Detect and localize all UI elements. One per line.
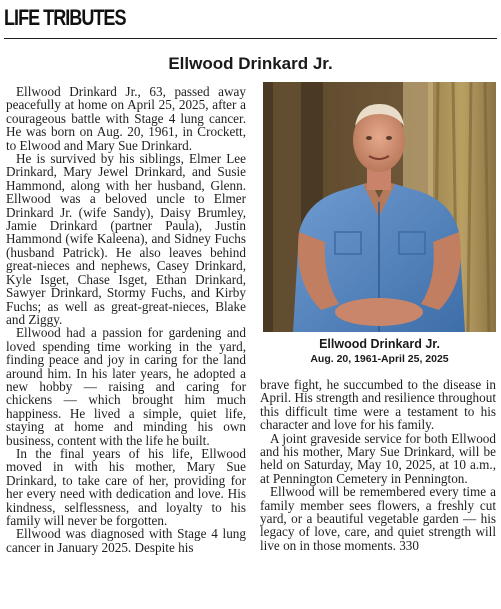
paragraph-remembrance: Ellwood will be remembered every time a family member sees flowers, a freshly cut yard, or a beautiful vegetable garden — his legacy of love, care, and quiet strength will live on in those moments. 330: [260, 484, 496, 553]
section-title: LIFE TRIBUTES: [4, 5, 126, 30]
photo-caption-name: Ellwood Drinkard Jr.: [319, 337, 440, 351]
photo-caption-dates: Aug. 20, 1961-April 25, 2025: [310, 353, 449, 365]
paragraph-final-years: In the final years of his life, Ellwood moved in with his mother, Mary Sue Drinkard, to take care of her, providing for her every need with dedication and love. His kindness, selflessness, and loyalty to his family will never be forgotten.: [6, 445, 246, 528]
header-rule: [4, 38, 497, 39]
left-column: [6, 85, 246, 554]
paragraph-gardening: Ellwood had a passion for gardening and loved spending time working in the yard, finding peace and joy in caring for the land around him. In his later years, he adopted a new hobby — raising and caring for chickens — which brought him much happiness. He lived a simple, quiet life, staying at home and minding his own business, content with the life he built.: [6, 325, 246, 448]
paragraph-intro: Ellwood Drinkard Jr., 63, passed away peacefully at home on April 25, 2025, after a courageous battle with Stage 4 lung cancer. He was born on Aug. 20, 1961, in Crockett, to Elwood and Mary Sue Drinkard.: [6, 84, 246, 153]
portrait-photo: [263, 82, 496, 332]
paragraph-survivors: He is survived by his siblings, Elmer Lee Drinkard, Mary Jewel Drinkard, and Susie Hammond, along with her husband, Glenn. Ellwood was a beloved uncle to Elmer Drinkard Jr. (wife Sandy), Daisy Brumley, Jamie Drinkard (partner Paula), Justin Hammond (wife Kaleena), and Sidney Fuchs (husband Patrick). He also leaves behind great-nieces and nephews, Casey Drinkard, Kyle Isget, Chase Isget, Ethan Drinkard, Sawyer Drinkard, Stormy Fuchs, and Kirby Fuchs; as well as great-great-nieces, Blake and Ziggy.: [6, 151, 246, 327]
paragraph-continuation: brave fight, he succumbed to the disease in April. His strength and resilience throughout this difficult time were a testament to his character and love for his family.: [260, 377, 496, 433]
portrait-illustration: [263, 82, 496, 332]
paragraph-service: A joint graveside service for both Ellwood and his mother, Mary Sue Drinkard, will be held on Saturday, May 10, 2025, at 10 a.m., at Pennington Cemetery in Pennington.: [260, 430, 496, 486]
obituary-headline: Ellwood Drinkard Jr.: [168, 54, 333, 73]
right-column: [260, 378, 496, 552]
paragraph-diagnosis: Ellwood was diagnosed with Stage 4 lung cancer in January 2025. Despite his: [6, 526, 246, 555]
